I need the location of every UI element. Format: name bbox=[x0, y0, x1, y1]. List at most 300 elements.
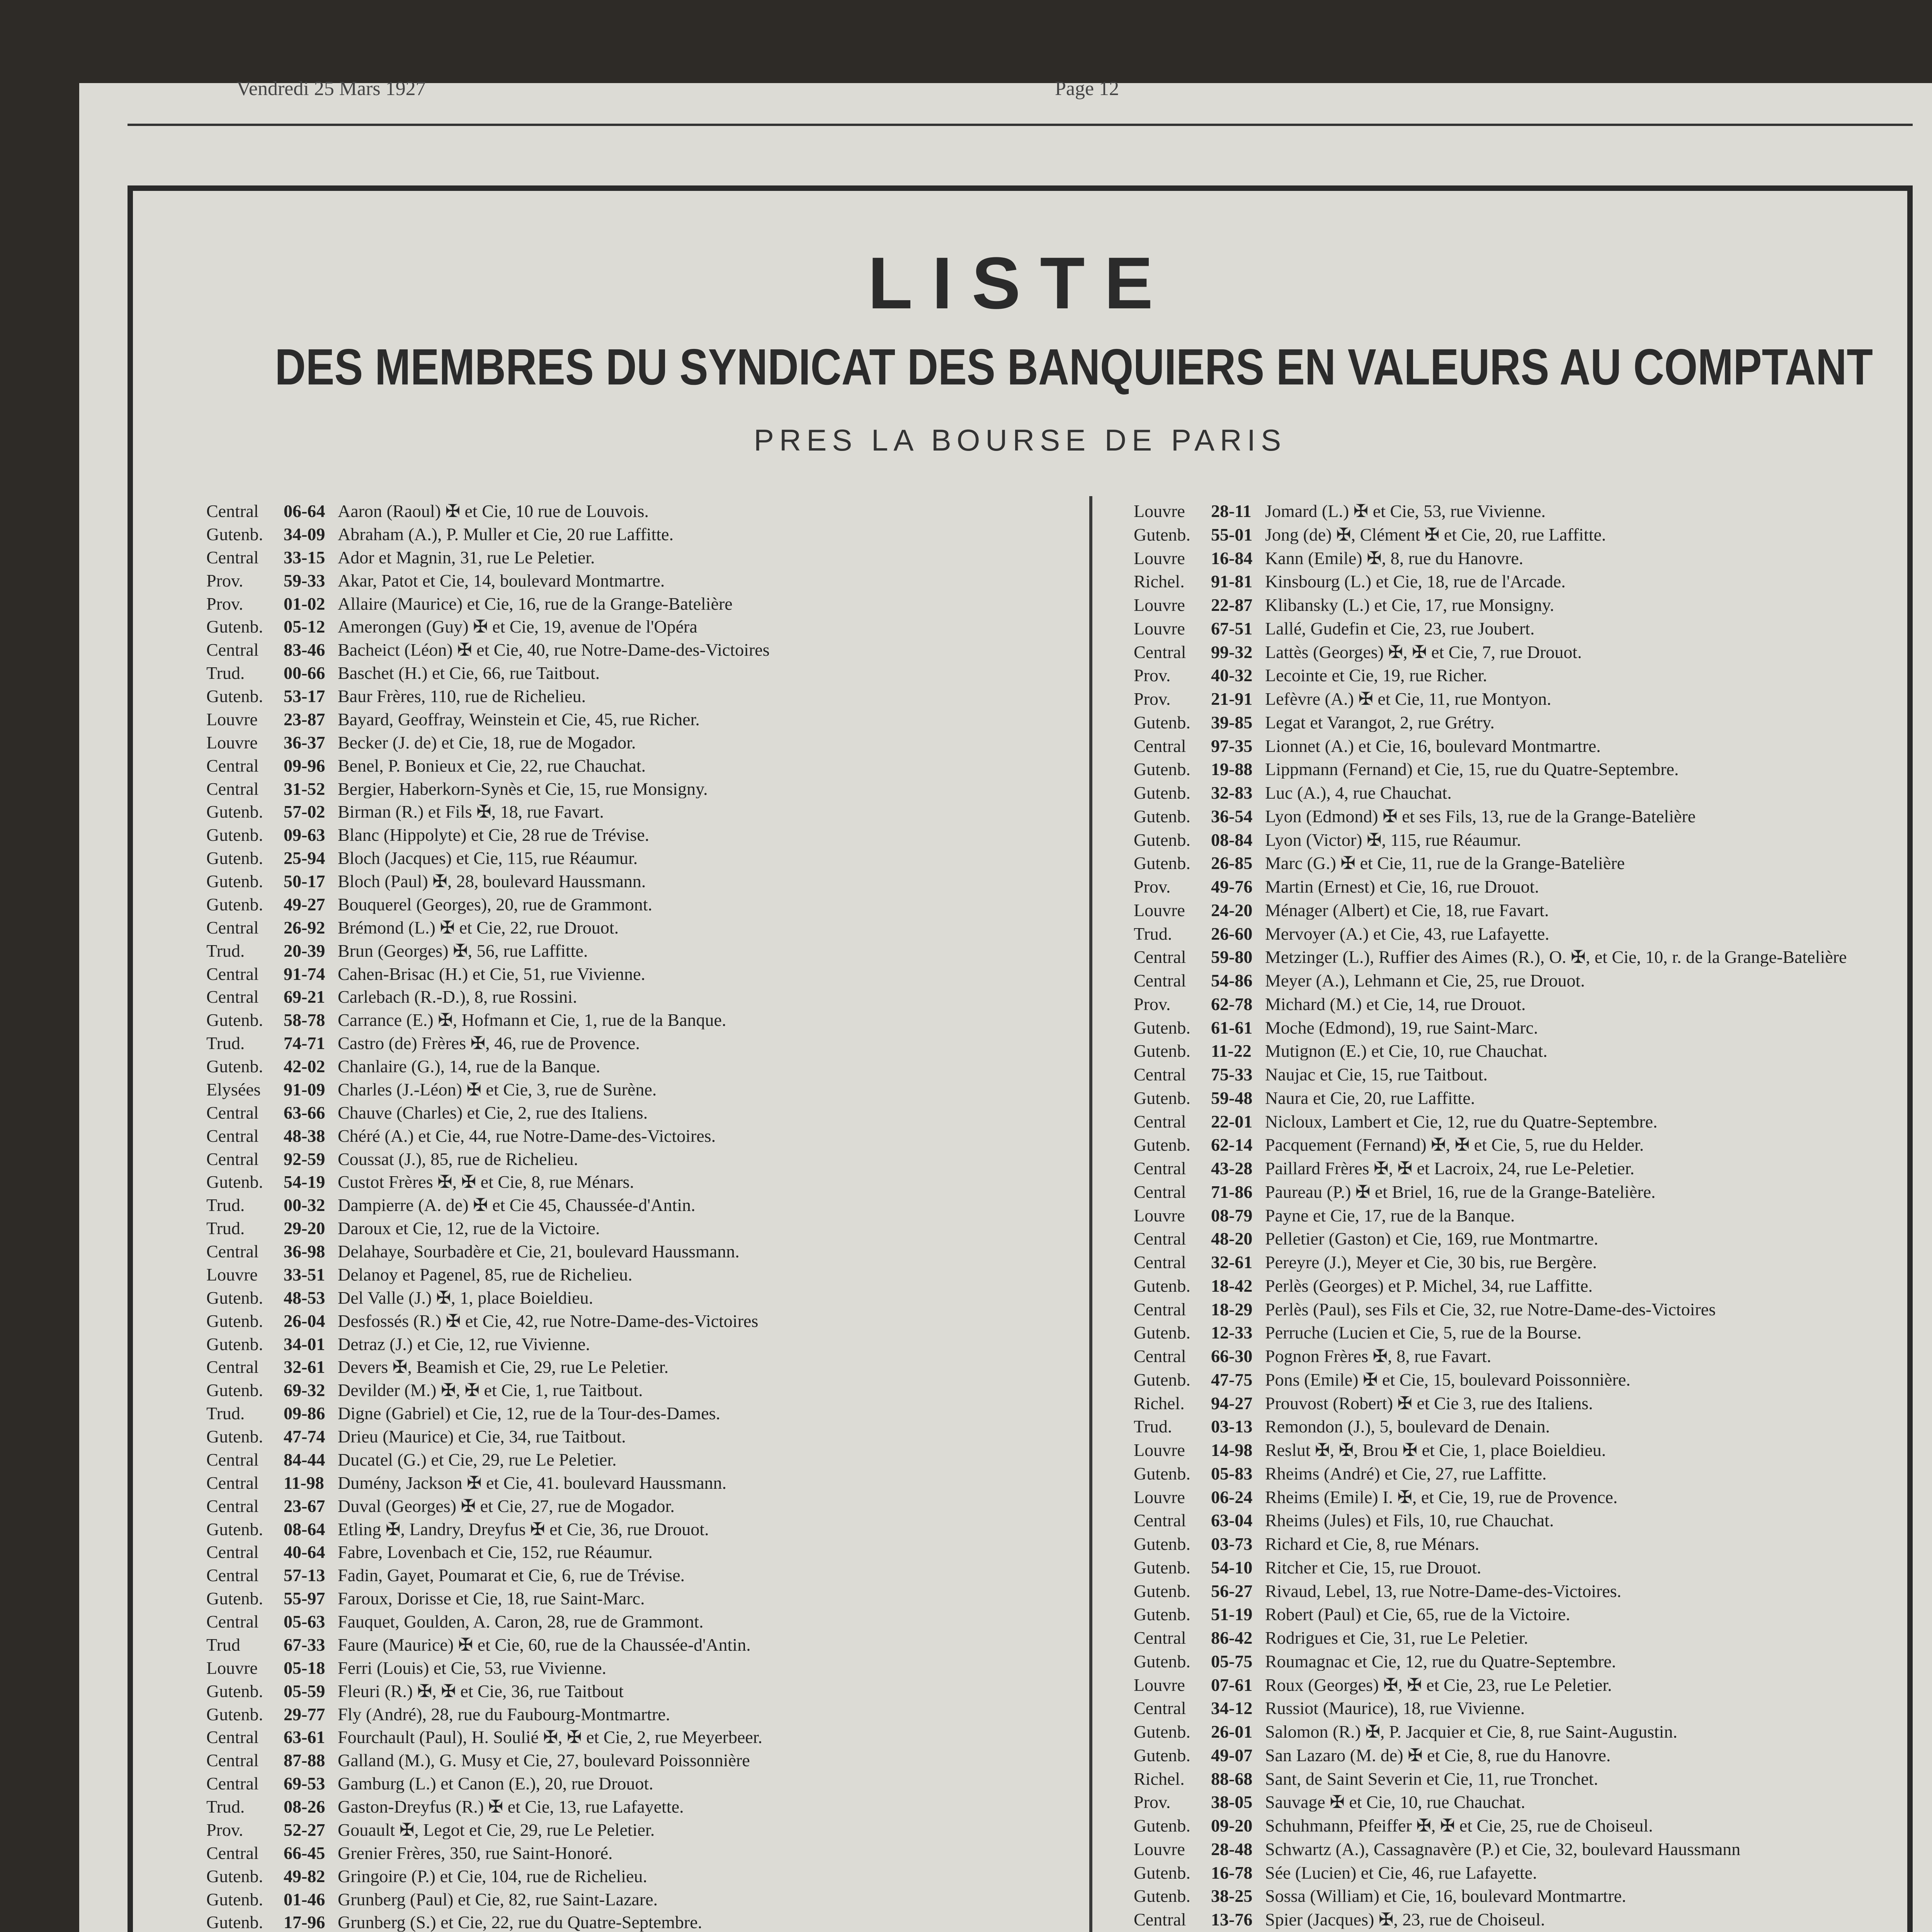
member-exchange: Gutenb. bbox=[206, 1010, 263, 1030]
member-name-address: Ritcher et Cie, 15, rue Drouot. bbox=[1265, 1558, 1481, 1577]
member-phone: 21-91 bbox=[1211, 689, 1253, 709]
member-name-address: Rivaud, Lebel, 13, rue Notre-Dame-des-Victoires. bbox=[1265, 1582, 1622, 1600]
member-phone: 33-51 bbox=[284, 1264, 325, 1284]
member-exchange: Central bbox=[206, 1473, 259, 1493]
member-phone: 47-75 bbox=[1211, 1369, 1253, 1389]
member-row bbox=[206, 595, 1196, 613]
member-phone: 09-86 bbox=[284, 1403, 325, 1423]
member-phone: 11-22 bbox=[1211, 1041, 1252, 1061]
member-exchange: Gutenb. bbox=[1134, 783, 1190, 803]
member-exchange: Gutenb. bbox=[1134, 1862, 1190, 1883]
member-exchange: Gutenb. bbox=[206, 686, 263, 706]
member-name-address: Brémond (L.) ✠ et Cie, 22, rue Drouot. bbox=[338, 918, 619, 937]
member-name-address: Bayard, Geoffray, Weinstein et Cie, 45, rue Richer. bbox=[338, 710, 700, 729]
member-name-address: Cahen-Brisac (H.) et Cie, 51, rue Vivienne. bbox=[338, 964, 646, 983]
member-name-address: Payne et Cie, 17, rue de la Banque. bbox=[1265, 1206, 1515, 1225]
member-exchange: Prov. bbox=[1134, 1792, 1171, 1812]
member-row bbox=[1134, 784, 1914, 802]
member-exchange: Gutenb. bbox=[206, 1704, 263, 1724]
member-exchange: Gutenb. bbox=[1134, 712, 1190, 732]
member-exchange: Central bbox=[206, 917, 259, 937]
member-name-address: Abraham (A.), P. Muller et Cie, 20 rue Laffitte. bbox=[338, 525, 674, 544]
member-exchange: Gutenb. bbox=[206, 1380, 263, 1400]
member-phone: 01-46 bbox=[284, 1889, 325, 1909]
member-exchange: Central bbox=[1134, 947, 1186, 967]
member-phone: 09-96 bbox=[284, 755, 325, 776]
member-name-address: Grenier Frères, 350, rue Saint-Honoré. bbox=[338, 1844, 613, 1862]
member-row bbox=[206, 1659, 1196, 1677]
sub-title: PRES LA BOURSE DE PARIS bbox=[753, 423, 1287, 457]
member-row bbox=[1134, 1770, 1914, 1788]
member-phone: 49-27 bbox=[284, 894, 325, 914]
member-phone: 22-87 bbox=[1211, 595, 1253, 615]
member-name-address: Lippmann (Fernand) et Cie, 15, rue du Quatre-Septembre. bbox=[1265, 760, 1679, 779]
main-title: DES MEMBRES DU SYNDICAT DES BANQUIERS EN VALEURS AU COMPTANT bbox=[275, 338, 1873, 395]
members-left-column bbox=[206, 502, 1196, 1932]
member-name-address: Chéré (A.) et Cie, 44, rue Notre-Dame-des-Victoires. bbox=[338, 1126, 716, 1145]
member-row bbox=[206, 1821, 1196, 1839]
member-name-address: Etling ✠, Landry, Dreyfus ✠ et Cie, 36, rue Drouot. bbox=[338, 1520, 709, 1539]
member-name-address: Paureau (P.) ✠ et Briel, 16, rue de la Grange-Batelière. bbox=[1265, 1182, 1656, 1201]
member-exchange: Central bbox=[206, 1149, 259, 1169]
member-row bbox=[206, 757, 1196, 775]
member-exchange: Louvre bbox=[1134, 501, 1185, 521]
member-name-address: Del Valle (J.) ✠, 1, place Boieldieu. bbox=[338, 1288, 594, 1307]
member-name-address: Drieu (Maurice) et Cie, 34, rue Taitbout. bbox=[338, 1427, 626, 1446]
member-row bbox=[206, 1612, 1196, 1631]
member-phone: 23-87 bbox=[284, 709, 325, 729]
member-row bbox=[1134, 854, 1914, 872]
member-exchange: Central bbox=[1134, 1065, 1186, 1084]
member-exchange: Central bbox=[206, 1750, 259, 1770]
member-phone: 99-32 bbox=[1211, 642, 1253, 662]
member-row bbox=[1134, 1417, 1914, 1436]
member-exchange: Richel. bbox=[1134, 1393, 1185, 1413]
member-name-address: Reslut ✠, ✠, Brou ✠ et Cie, 1, place Boieldieu. bbox=[1265, 1441, 1606, 1459]
member-phone: 12-33 bbox=[1211, 1323, 1253, 1343]
member-phone: 32-61 bbox=[1211, 1252, 1253, 1272]
member-row bbox=[1134, 1840, 1914, 1859]
member-name-address: Fourchault (Paul), H. Soulié ✠, ✠ et Cie, 2, rue Meyerbeer. bbox=[338, 1728, 763, 1747]
member-name-address: Lattès (Georges) ✠, ✠ et Cie, 7, rue Drouot. bbox=[1265, 643, 1582, 662]
member-exchange: Gutenb. bbox=[206, 524, 263, 544]
member-phone: 38-25 bbox=[1211, 1886, 1253, 1906]
member-exchange: Louvre bbox=[1134, 595, 1185, 615]
member-row bbox=[1134, 1488, 1914, 1507]
member-row bbox=[206, 733, 1196, 752]
member-name-address: Mutignon (E.) et Cie, 10, rue Chauchat. bbox=[1265, 1042, 1548, 1061]
member-row bbox=[1134, 878, 1914, 896]
member-name-address: Birman (R.) et Fils ✠, 18, rue Favart. bbox=[338, 803, 604, 821]
member-phone: 51-19 bbox=[1211, 1604, 1253, 1624]
member-exchange: Trud bbox=[206, 1634, 240, 1655]
member-exchange: Gutenb. bbox=[1134, 1534, 1190, 1554]
member-phone: 09-63 bbox=[284, 825, 325, 845]
header-rule bbox=[128, 124, 1913, 126]
member-row bbox=[1134, 1253, 1914, 1272]
member-phone: 53-17 bbox=[284, 686, 325, 706]
member-exchange: Gutenb. bbox=[1134, 1369, 1190, 1389]
member-name-address: Salomon (R.) ✠, P. Jacquier et Cie, 8, rue Saint-Augustin. bbox=[1265, 1723, 1678, 1741]
member-exchange: Central bbox=[206, 1449, 259, 1469]
member-row bbox=[1134, 619, 1914, 638]
member-phone: 05-63 bbox=[284, 1612, 325, 1631]
member-exchange: Gutenb. bbox=[206, 802, 263, 822]
member-row bbox=[1134, 1723, 1914, 1741]
member-row bbox=[1134, 1300, 1914, 1319]
member-name-address: Lecointe et Cie, 19, rue Richer. bbox=[1265, 666, 1487, 685]
member-phone: 59-48 bbox=[1211, 1088, 1253, 1108]
member-name-address: Bloch (Paul) ✠, 28, boulevard Haussmann. bbox=[338, 872, 646, 891]
member-phone: 19-88 bbox=[1211, 759, 1253, 779]
member-phone: 42-02 bbox=[284, 1056, 325, 1076]
member-name-address: Blanc (Hippolyte) et Cie, 28 rue de Trévise. bbox=[338, 826, 650, 845]
member-row bbox=[206, 1173, 1196, 1191]
member-name-address: Robert (Paul) et Cie, 65, rue de la Victoire. bbox=[1265, 1605, 1570, 1624]
member-phone: 63-66 bbox=[284, 1102, 325, 1122]
member-row bbox=[1134, 1464, 1914, 1483]
member-row bbox=[206, 1196, 1196, 1214]
member-row bbox=[1134, 1042, 1914, 1060]
member-name-address: Ducatel (G.) et Cie, 29, rue Le Peletier. bbox=[338, 1450, 617, 1469]
member-phone: 47-74 bbox=[284, 1427, 325, 1446]
member-phone: 26-92 bbox=[284, 917, 325, 937]
member-phone: 58-78 bbox=[284, 1010, 325, 1030]
member-exchange: Richel. bbox=[1134, 1769, 1185, 1789]
member-name-address: Ménager (Albert) et Cie, 18, rue Favart. bbox=[1265, 901, 1549, 920]
member-phone: 57-02 bbox=[284, 802, 325, 822]
member-phone: 36-98 bbox=[284, 1242, 325, 1261]
member-name-address: Brun (Georges) ✠, 56, rue Laffitte. bbox=[338, 941, 588, 960]
member-phone: 91-74 bbox=[284, 964, 325, 984]
member-name-address: Custot Frères ✠, ✠ et Cie, 8, rue Ménars. bbox=[338, 1173, 634, 1192]
member-phone: 06-24 bbox=[1211, 1487, 1253, 1507]
member-name-address: Perlès (Georges) et P. Michel, 34, rue Laffitte. bbox=[1265, 1276, 1593, 1295]
member-name-address: Pelletier (Gaston) et Cie, 169, rue Montmartre. bbox=[1265, 1230, 1599, 1248]
member-exchange: Central bbox=[1134, 1698, 1186, 1718]
member-name-address: Kinsbourg (L.) et Cie, 18, rue de l'Arcade. bbox=[1265, 572, 1566, 591]
member-row bbox=[1134, 1277, 1914, 1295]
member-name-address: Perlès (Paul), ses Fils et Cie, 32, rue Notre-Dame-des-Victoires bbox=[1265, 1300, 1716, 1319]
member-name-address: Naura et Cie, 20, rue Laffitte. bbox=[1265, 1088, 1475, 1107]
member-name-address: Roumagnac et Cie, 12, rue du Quatre-Septembre. bbox=[1265, 1652, 1616, 1671]
member-phone: 69-32 bbox=[284, 1380, 325, 1400]
member-name-address: Legat et Varangot, 2, rue Grétry. bbox=[1265, 713, 1495, 732]
member-phone: 94-27 bbox=[1211, 1393, 1253, 1413]
member-phone: 62-78 bbox=[1211, 994, 1253, 1014]
member-phone: 16-84 bbox=[1211, 548, 1253, 568]
member-phone: 92-59 bbox=[284, 1149, 325, 1169]
member-phone: 34-01 bbox=[284, 1334, 325, 1354]
member-phone: 52-27 bbox=[284, 1820, 325, 1840]
member-name-address: Lallé, Gudefin et Cie, 23, rue Joubert. bbox=[1265, 619, 1535, 638]
member-row bbox=[1134, 1887, 1914, 1905]
member-row bbox=[1134, 549, 1914, 568]
member-exchange: Trud. bbox=[206, 1033, 245, 1053]
member-exchange: Gutenb. bbox=[1134, 830, 1190, 850]
member-row bbox=[1134, 1629, 1914, 1647]
member-phone: 54-19 bbox=[284, 1172, 325, 1192]
member-row bbox=[1134, 526, 1914, 544]
member-row bbox=[1134, 737, 1914, 755]
member-name-address: San Lazaro (M. de) ✠ et Cie, 8, rue du Hanovre. bbox=[1265, 1746, 1611, 1765]
member-name-address: Fauquet, Goulden, A. Caron, 28, rue de Grammont. bbox=[338, 1612, 704, 1631]
member-row bbox=[206, 1728, 1196, 1747]
member-name-address: Lyon (Edmond) ✠ et ses Fils, 13, rue de la Grange-Batelière bbox=[1265, 807, 1696, 826]
member-exchange: Gutenb. bbox=[1134, 1323, 1190, 1343]
column-divider bbox=[1089, 496, 1092, 1932]
member-phone: 08-26 bbox=[284, 1797, 325, 1816]
member-row bbox=[1134, 1676, 1914, 1694]
member-phone: 54-86 bbox=[1211, 971, 1253, 990]
member-exchange: Gutenb. bbox=[1134, 1463, 1190, 1483]
member-exchange: Central bbox=[1134, 1229, 1186, 1249]
member-name-address: Prouvost (Robert) ✠ et Cie 3, rue des Italiens. bbox=[1265, 1394, 1593, 1413]
member-phone: 57-13 bbox=[284, 1565, 325, 1585]
member-name-address: Kann (Emile) ✠, 8, rue du Hanovre. bbox=[1265, 549, 1524, 568]
member-exchange: Gutenb. bbox=[1134, 1886, 1190, 1906]
member-name-address: Daroux et Cie, 12, rue de la Victoire. bbox=[338, 1219, 600, 1238]
member-phone: 66-30 bbox=[1211, 1346, 1253, 1366]
member-row bbox=[1134, 1065, 1914, 1084]
member-row bbox=[206, 1404, 1196, 1423]
member-name-address: Duval (Georges) ✠ et Cie, 27, rue de Mogador. bbox=[338, 1497, 675, 1515]
member-exchange: Central bbox=[1134, 1111, 1186, 1131]
member-exchange: Gutenb. bbox=[1134, 1722, 1190, 1742]
member-phone: 17-96 bbox=[284, 1912, 325, 1932]
member-phone: 26-85 bbox=[1211, 853, 1253, 873]
member-name-address: Chauve (Charles) et Cie, 2, rue des Italiens. bbox=[338, 1103, 648, 1122]
member-name-address: Schuhmann, Pfeiffer ✠, ✠ et Cie, 25, rue de Choiseul. bbox=[1265, 1816, 1653, 1835]
member-name-address: Gaston-Dreyfus (R.) ✠ et Cie, 13, rue Lafayette. bbox=[338, 1798, 684, 1816]
member-exchange: Gutenb. bbox=[206, 1681, 263, 1701]
member-name-address: Carrance (E.) ✠, Hofmann et Cie, 1, rue de la Banque. bbox=[338, 1011, 726, 1030]
member-row bbox=[1134, 502, 1914, 520]
member-phone: 16-78 bbox=[1211, 1862, 1253, 1883]
member-name-address: Lefèvre (A.) ✠ et Cie, 11, rue Montyon. bbox=[1265, 690, 1551, 708]
member-phone: 69-21 bbox=[284, 987, 325, 1007]
member-exchange: Gutenb. bbox=[206, 894, 263, 914]
member-name-address: Sossa (William) et Cie, 16, boulevard Montmartre. bbox=[1265, 1887, 1626, 1906]
member-exchange: Gutenb. bbox=[206, 1056, 263, 1076]
member-exchange: Trud. bbox=[206, 940, 245, 961]
member-row bbox=[206, 942, 1196, 960]
member-name-address: Rheims (Jules) et Fils, 10, rue Chauchat. bbox=[1265, 1511, 1554, 1530]
member-name-address: Becker (J. de) et Cie, 18, rue de Mogador. bbox=[338, 733, 636, 752]
member-row bbox=[1134, 1582, 1914, 1600]
member-row bbox=[1134, 807, 1914, 826]
liste-title: LISTE bbox=[867, 242, 1173, 324]
member-exchange: Trud. bbox=[206, 1195, 245, 1215]
member-exchange: Central bbox=[206, 1357, 259, 1377]
member-row bbox=[1134, 1746, 1914, 1765]
member-phone: 39-85 bbox=[1211, 712, 1253, 732]
member-row bbox=[1134, 1605, 1914, 1624]
member-name-address: Galland (M.), G. Musy et Cie, 27, boulevard Poissonnière bbox=[338, 1751, 750, 1770]
member-phone: 91-09 bbox=[284, 1079, 325, 1099]
member-exchange: Gutenb. bbox=[1134, 1557, 1190, 1577]
member-exchange: Central bbox=[1134, 1628, 1186, 1648]
member-row bbox=[206, 872, 1196, 891]
member-phone: 05-83 bbox=[1211, 1463, 1253, 1483]
member-row bbox=[1134, 1323, 1914, 1342]
member-exchange: Louvre bbox=[206, 709, 258, 729]
member-phone: 56-27 bbox=[1211, 1581, 1253, 1601]
member-row bbox=[1134, 1558, 1914, 1577]
member-exchange: Gutenb. bbox=[206, 1519, 263, 1539]
member-exchange: Gutenb. bbox=[1134, 1041, 1190, 1061]
member-row bbox=[1134, 1394, 1914, 1413]
member-name-address: Bouquerel (Georges), 20, rue de Grammont. bbox=[338, 895, 653, 914]
member-phone: 20-39 bbox=[284, 940, 325, 961]
member-row bbox=[206, 548, 1196, 567]
member-exchange: Gutenb. bbox=[206, 1588, 263, 1609]
member-phone: 18-42 bbox=[1211, 1276, 1253, 1296]
member-exchange: Central bbox=[1134, 1252, 1186, 1272]
member-phone: 28-11 bbox=[1211, 501, 1252, 521]
member-row bbox=[206, 1682, 1196, 1701]
member-exchange: Central bbox=[1134, 1182, 1186, 1202]
member-name-address: Detraz (J.) et Cie, 12, rue Vivienne. bbox=[338, 1335, 590, 1354]
member-name-address: Remondon (J.), 5, boulevard de Denain. bbox=[1265, 1417, 1550, 1436]
member-exchange: Gutenb. bbox=[1134, 1816, 1190, 1835]
member-name-address: Devilder (M.) ✠, ✠ et Cie, 1, rue Taitbout. bbox=[338, 1381, 643, 1400]
member-row bbox=[206, 1335, 1196, 1354]
member-exchange: Louvre bbox=[1134, 548, 1185, 568]
member-name-address: Chanlaire (G.), 14, rue de la Banque. bbox=[338, 1057, 600, 1076]
member-phone: 08-64 bbox=[284, 1519, 325, 1539]
member-name-address: Michard (M.) et Cie, 14, rue Drouot. bbox=[1265, 995, 1526, 1014]
member-exchange: Central bbox=[1134, 1510, 1186, 1531]
member-name-address: Faure (Maurice) ✠ et Cie, 60, rue de la Chaussée-d'Antin. bbox=[338, 1635, 751, 1654]
member-row bbox=[206, 1798, 1196, 1816]
member-name-address: Gamburg (L.) et Canon (E.), 20, rue Drouot. bbox=[338, 1774, 653, 1793]
member-exchange: Trud. bbox=[206, 663, 245, 683]
member-row bbox=[1134, 831, 1914, 849]
member-phone: 32-83 bbox=[1211, 783, 1253, 803]
member-phone: 24-20 bbox=[1211, 900, 1253, 920]
member-row bbox=[1134, 1371, 1914, 1389]
member-phone: 38-05 bbox=[1211, 1792, 1253, 1812]
member-exchange: Louvre bbox=[1134, 1487, 1185, 1507]
member-phone: 03-13 bbox=[1211, 1417, 1253, 1437]
member-phone: 13-76 bbox=[1211, 1910, 1253, 1929]
member-row bbox=[206, 502, 1196, 520]
member-exchange: Louvre bbox=[1134, 1675, 1185, 1695]
member-row bbox=[1134, 901, 1914, 920]
member-phone: 97-35 bbox=[1211, 736, 1253, 756]
member-exchange: Central bbox=[206, 1126, 259, 1146]
member-phone: 83-46 bbox=[284, 640, 325, 660]
member-exchange: Prov. bbox=[206, 570, 243, 590]
member-name-address: Amerongen (Guy) ✠ et Cie, 19, avenue de l'Opéra bbox=[338, 617, 697, 636]
member-name-address: Schwartz (A.), Cassagnavère (P.) et Cie, 32, boulevard Haussmann bbox=[1265, 1840, 1741, 1859]
member-row bbox=[1134, 971, 1914, 990]
member-exchange: Gutenb. bbox=[206, 825, 263, 845]
member-exchange: Prov. bbox=[1134, 877, 1171, 896]
member-name-address: Gringoire (P.) et Cie, 104, rue de Richelieu. bbox=[338, 1867, 647, 1886]
member-name-address: Sant, de Saint Severin et Cie, 11, rue Tronchet. bbox=[1265, 1769, 1598, 1788]
member-phone: 33-15 bbox=[284, 547, 325, 567]
member-exchange: Gutenb. bbox=[206, 1866, 263, 1886]
member-exchange: Central bbox=[1134, 1346, 1186, 1366]
member-row bbox=[1134, 1019, 1914, 1037]
member-exchange: Central bbox=[206, 1774, 259, 1794]
member-row bbox=[1134, 1652, 1914, 1671]
member-exchange: Central bbox=[206, 987, 259, 1007]
member-row bbox=[1134, 925, 1914, 943]
member-exchange: Central bbox=[1134, 1299, 1186, 1319]
member-row bbox=[206, 1543, 1196, 1561]
member-name-address: Russiot (Maurice), 18, rue Vivienne. bbox=[1265, 1699, 1525, 1718]
member-exchange: Central bbox=[206, 779, 259, 799]
member-row bbox=[1134, 760, 1914, 779]
member-name-address: Metzinger (L.), Ruffier des Aimes (R.), O. ✠, et Cie, 10, r. de la Grange-Batelière bbox=[1265, 948, 1847, 967]
member-phone: 08-84 bbox=[1211, 830, 1253, 850]
member-exchange: Gutenb. bbox=[206, 871, 263, 891]
member-phone: 34-12 bbox=[1211, 1698, 1253, 1718]
member-exchange: Prov. bbox=[1134, 665, 1171, 685]
member-exchange: Central bbox=[1134, 971, 1186, 990]
member-phone: 61-61 bbox=[1211, 1017, 1253, 1037]
member-exchange: Central bbox=[206, 1843, 259, 1863]
member-phone: 84-44 bbox=[284, 1449, 325, 1469]
member-phone: 05-18 bbox=[284, 1658, 325, 1678]
member-phone: 48-20 bbox=[1211, 1229, 1253, 1249]
member-exchange: Gutenb. bbox=[206, 1889, 263, 1909]
member-exchange: Prov. bbox=[1134, 994, 1171, 1014]
member-phone: 50-17 bbox=[284, 871, 325, 891]
member-row bbox=[1134, 572, 1914, 591]
member-name-address: Benel, P. Bonieux et Cie, 22, rue Chauchat. bbox=[338, 756, 646, 775]
member-phone: 26-60 bbox=[1211, 923, 1253, 944]
member-row bbox=[206, 988, 1196, 1006]
member-phone: 63-61 bbox=[284, 1727, 325, 1747]
member-name-address: Grunberg (S.) et Cie, 22, rue du Quatre-Septembre. bbox=[338, 1913, 702, 1932]
member-name-address: Pognon Frères ✠, 8, rue Favart. bbox=[1265, 1347, 1492, 1366]
member-exchange: Gutenb. bbox=[206, 1311, 263, 1331]
member-phone: 74-71 bbox=[284, 1033, 325, 1053]
member-phone: 05-75 bbox=[1211, 1651, 1253, 1671]
member-name-address: Desfossés (R.) ✠ et Cie, 42, rue Notre-Dame-des-Victoires bbox=[338, 1311, 759, 1330]
member-name-address: Duménу, Jackson ✠ et Cie, 41. boulevard Haussmann. bbox=[338, 1473, 727, 1492]
member-exchange: Central bbox=[206, 964, 259, 984]
member-row bbox=[206, 1127, 1196, 1145]
member-row bbox=[1134, 1793, 1914, 1811]
member-name-address: Bacheict (Léon) ✠ et Cie, 40, rue Notre-Dame-des-Victoires bbox=[338, 641, 770, 660]
member-phone: 59-80 bbox=[1211, 947, 1253, 967]
member-phone: 22-01 bbox=[1211, 1111, 1253, 1131]
member-exchange: Louvre bbox=[1134, 900, 1185, 920]
member-row bbox=[206, 1890, 1196, 1909]
member-phone: 09-20 bbox=[1211, 1816, 1253, 1835]
member-exchange: Prov. bbox=[206, 594, 243, 614]
member-name-address: Gouault ✠, Legot et Cie, 29, rue Le Peletier. bbox=[338, 1820, 655, 1839]
member-phone: 23-67 bbox=[284, 1496, 325, 1516]
member-phone: 86-42 bbox=[1211, 1628, 1253, 1648]
member-row bbox=[206, 1265, 1196, 1284]
member-exchange: Louvre bbox=[206, 1264, 258, 1284]
member-row bbox=[206, 1451, 1196, 1469]
member-row bbox=[1134, 1910, 1914, 1929]
member-name-address: Fly (André), 28, rue du Faubourg-Montmartre. bbox=[338, 1705, 670, 1724]
member-row bbox=[206, 1011, 1196, 1029]
member-phone: 49-76 bbox=[1211, 877, 1253, 896]
member-phone: 05-12 bbox=[284, 617, 325, 637]
member-phone: 01-02 bbox=[284, 594, 325, 614]
member-exchange: Louvre bbox=[1134, 1205, 1185, 1225]
member-row bbox=[1134, 1183, 1914, 1201]
